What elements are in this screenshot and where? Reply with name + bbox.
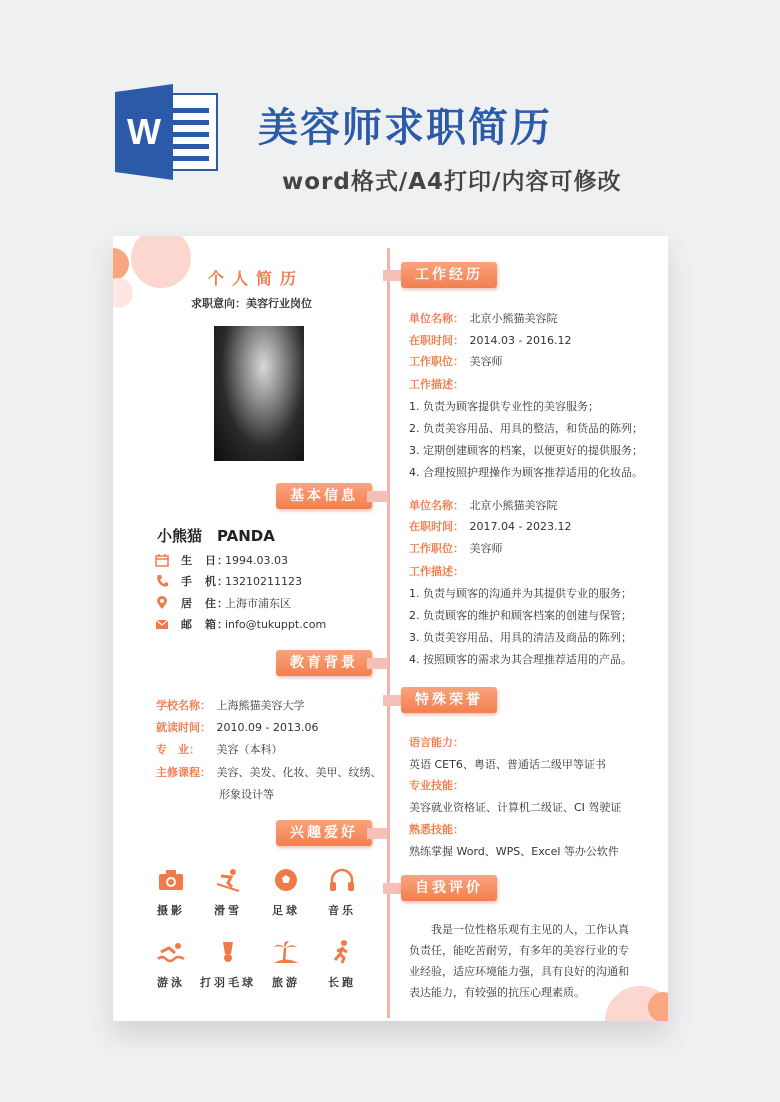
section-tab <box>383 695 403 706</box>
headphones-icon <box>329 868 355 892</box>
section-tab <box>367 491 387 502</box>
edu-courses-cont: 形象设计等 <box>219 788 274 801</box>
section-basic-info: 基本信息 <box>276 483 372 509</box>
location-icon <box>155 596 169 610</box>
edu-major: 专 业： 美容（本科） <box>156 743 283 756</box>
section-self-eval: 自我评价 <box>401 875 497 901</box>
job1-desc-4: 4. 合理按照护理操作为顾客推荐适用的化妆品。 <box>409 466 643 479</box>
hobby-badminton: 打羽毛球 <box>198 940 258 990</box>
svg-text:W: W <box>127 111 161 152</box>
hobby-swimming: 游泳 <box>141 940 201 990</box>
camera-icon <box>158 868 184 892</box>
hobby-football: 足球 <box>256 868 316 918</box>
job2-position: 工作职位： 美容师 <box>409 542 503 555</box>
edu-courses: 主修课程： 美容、美发、化妆、美甲、纹绣、 <box>156 766 382 779</box>
palm-tree-icon <box>272 940 300 964</box>
honor-skill-value: 美容就业资格证、计算机二级证、CI 驾驶证 <box>409 801 622 814</box>
decor-circle <box>131 236 191 288</box>
info-phone: 手 机： 13210211123 <box>155 573 302 589</box>
timeline-line <box>387 248 390 1018</box>
calendar-icon <box>155 553 169 567</box>
hobby-music: 音乐 <box>312 868 372 918</box>
resume-paper <box>113 236 668 1021</box>
self-evaluation-text: 我是一位性格乐观有主见的人，工作认真负责任，能吃苦耐劳，有多年的美容行业的专业经验，适应环境能力强，具有良好的沟通和表达能力，有较强的抗压心理素质。 <box>409 923 629 999</box>
job2-desc-3: 3. 负责美容用品、用具的清洁及商品的陈列； <box>409 631 632 644</box>
hobby-skiing: 滑雪 <box>198 868 258 918</box>
profile-photo <box>214 326 304 461</box>
honor-lang-label: 语言能力： <box>409 736 464 749</box>
section-tab <box>367 658 387 669</box>
edu-period: 就读时间： 2010.09 - 2013.06 <box>156 721 319 734</box>
shuttlecock-icon <box>215 940 241 964</box>
job1-desc-3: 3. 定期创建顾客的档案，以便更好的提供服务； <box>409 444 643 457</box>
section-work: 工作经历 <box>401 262 497 288</box>
info-email: 邮 箱： info@tukuppt.com <box>155 616 326 632</box>
honor-lang-value: 英语 CET6、粤语、普通话二级甲等证书 <box>409 758 606 771</box>
decor-circle <box>113 248 129 280</box>
decor-circle <box>113 278 133 308</box>
section-hobbies: 兴趣爱好 <box>276 820 372 846</box>
job-intent: 求职意向：美容行业岗位 <box>191 297 312 310</box>
hobby-running: 长跑 <box>312 940 372 990</box>
job2-time: 在职时间： 2017.04 - 2023.12 <box>409 520 572 533</box>
swimming-icon <box>157 940 185 964</box>
job1-desc-2: 2. 负责美容用品、用具的整洁，和货品的陈列； <box>409 422 643 435</box>
job2-desc-label: 工作描述： <box>409 565 464 578</box>
job1-desc-label: 工作描述： <box>409 378 464 391</box>
job2-company: 单位名称： 北京小熊猫美容院 <box>409 499 558 512</box>
word-logo-icon <box>115 84 223 180</box>
job2-desc-4: 4. 按照顾客的需求为其合理推荐适用的产品。 <box>409 653 632 666</box>
job1-company: 单位名称： 北京小熊猫美容院 <box>409 312 558 325</box>
info-birthday: 生 日： 1994.03.03 <box>155 552 288 568</box>
page-title: 美容师求职简历 <box>258 105 552 151</box>
job1-desc-1: 1. 负责为顾客提供专业性的美容服务； <box>409 400 599 413</box>
section-tab <box>383 883 403 894</box>
section-tab <box>367 828 387 839</box>
info-address: 居 住： 上海市浦东区 <box>155 595 291 611</box>
job1-time: 在职时间： 2014.03 - 2016.12 <box>409 334 572 347</box>
job2-desc-2: 2. 负责顾客的维护和顾客档案的创建与保管； <box>409 609 632 622</box>
section-education: 教育背景 <box>276 650 372 676</box>
section-tab <box>383 270 403 281</box>
mail-icon <box>155 617 169 631</box>
running-icon <box>329 940 355 964</box>
hobby-photography: 摄影 <box>141 868 201 918</box>
resume-title: 个人简历 <box>208 269 305 288</box>
phone-icon <box>155 574 169 588</box>
edu-school: 学校名称： 上海熊猫美容大学 <box>156 699 305 712</box>
skiing-icon <box>215 868 241 892</box>
page-subtitle: word格式/A4打印/内容可修改 <box>282 169 622 195</box>
job2-desc-1: 1. 负责与顾客的沟通并为其提供专业的服务； <box>409 587 632 600</box>
football-icon <box>273 868 299 892</box>
honor-familiar-value: 熟练掌握 Word、WPS、Excel 等办公软件 <box>409 845 619 858</box>
honor-skill-label: 专业技能： <box>409 779 464 792</box>
job1-position: 工作职位： 美容师 <box>409 355 503 368</box>
hobby-travel: 旅游 <box>256 940 316 990</box>
honor-familiar-label: 熟悉技能： <box>409 823 464 836</box>
decor-circle <box>648 992 668 1021</box>
section-honors: 特殊荣誉 <box>401 687 497 713</box>
person-name: 小熊猫 PANDA <box>157 527 275 545</box>
